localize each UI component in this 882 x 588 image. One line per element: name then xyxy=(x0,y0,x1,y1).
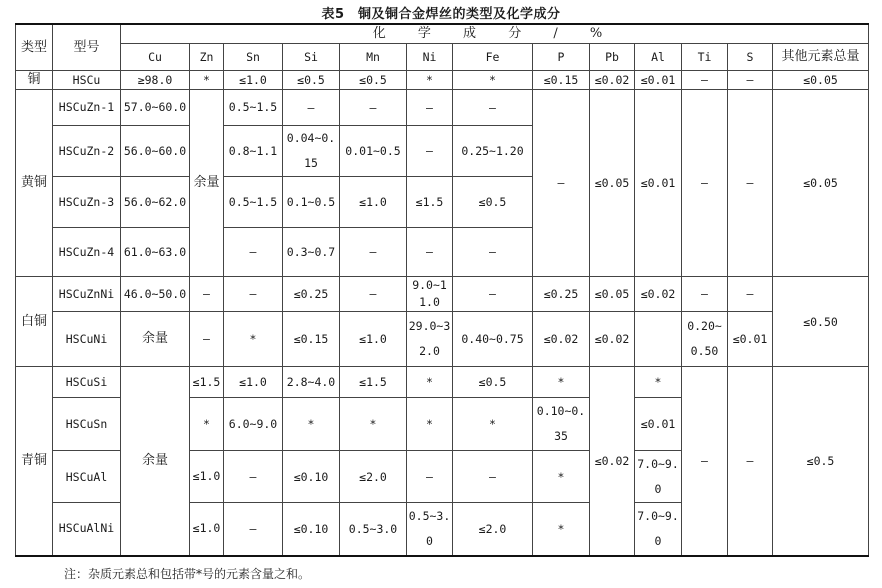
cu-cell: 56.0~62.0 xyxy=(121,177,190,228)
header-pb: Pb xyxy=(590,44,635,71)
s-cell: — xyxy=(728,71,773,90)
zn-cell: * xyxy=(190,71,224,90)
fe-cell: 0.25~1.20 xyxy=(453,126,533,177)
composition-table xyxy=(15,23,869,557)
si-cell: 2.8~4.0 xyxy=(283,367,340,398)
cu-cell: 46.0~50.0 xyxy=(121,277,190,312)
fe-cell: * xyxy=(453,71,533,90)
al-cell: ≤0.02 xyxy=(635,277,682,312)
model-cell: HSCuSi xyxy=(53,367,121,398)
category-brass: 黄铜 xyxy=(16,90,53,277)
model-cell: HSCuZnNi xyxy=(53,277,121,312)
model-cell: HSCuNi xyxy=(53,312,121,367)
header-si: Si xyxy=(283,44,340,71)
s-cell: — xyxy=(728,367,773,556)
header-s: S xyxy=(728,44,773,71)
pb-cell: ≤0.02 xyxy=(590,367,635,556)
p-cell: ≤0.02 xyxy=(533,312,590,367)
fe-cell: ≤0.5 xyxy=(453,367,533,398)
si-cell: ≤0.25 xyxy=(283,277,340,312)
sn-cell: 6.0~9.0 xyxy=(224,398,283,451)
table-footnote: 注：杂质元素总和包括带*号的元素含量之和。 xyxy=(64,567,311,581)
al-cell: ≤0.01 xyxy=(635,71,682,90)
header-ti: Ti xyxy=(682,44,728,71)
model-cell: HSCuAlNi xyxy=(53,503,121,556)
table-row xyxy=(16,71,869,90)
ni-cell: ≤1.5 xyxy=(407,177,453,228)
model-cell: HSCuZn-1 xyxy=(53,90,121,126)
zn-cell: — xyxy=(190,312,224,367)
ti-cell: — xyxy=(682,90,728,277)
mn-cell: 0.01~0.5 xyxy=(340,126,407,177)
mn-cell: ≤1.5 xyxy=(340,367,407,398)
sn-cell: ≤1.0 xyxy=(224,71,283,90)
p-cell: * xyxy=(533,451,590,503)
ni-cell: 9.0~11.0 xyxy=(407,277,453,312)
si-cell: ≤0.10 xyxy=(283,451,340,503)
sn-cell: — xyxy=(224,228,283,277)
header-zn: Zn xyxy=(190,44,224,71)
fe-cell: ≤2.0 xyxy=(453,503,533,556)
pb-cell: ≤0.02 xyxy=(590,312,635,367)
model-cell: HSCuZn-3 xyxy=(53,177,121,228)
header-mn: Mn xyxy=(340,44,407,71)
si-cell: ≤0.10 xyxy=(283,503,340,556)
other-cell: ≤0.50 xyxy=(773,277,869,367)
cu-cell: 56.0~60.0 xyxy=(121,126,190,177)
category-bronze: 青铜 xyxy=(16,367,53,556)
mn-cell: ≤1.0 xyxy=(340,312,407,367)
al-cell: * xyxy=(635,367,682,398)
p-cell: 0.10~0.35 xyxy=(533,398,590,451)
cu-cell: ≥98.0 xyxy=(121,71,190,90)
ti-cell: — xyxy=(682,367,728,556)
sn-cell: * xyxy=(224,312,283,367)
sn-cell: — xyxy=(224,451,283,503)
al-cell: 7.0~9.0 xyxy=(635,503,682,556)
ni-cell: — xyxy=(407,90,453,126)
s-cell: — xyxy=(728,277,773,312)
p-cell: ≤0.15 xyxy=(533,71,590,90)
mn-cell: — xyxy=(340,90,407,126)
fe-cell: 0.40~0.75 xyxy=(453,312,533,367)
table-row xyxy=(16,90,869,126)
header-other-total: 其他元素总量 xyxy=(773,44,869,71)
zn-cell: ≤1.0 xyxy=(190,451,224,503)
si-cell: ≤0.5 xyxy=(283,71,340,90)
al-cell: 7.0~9.0 xyxy=(635,451,682,503)
si-cell: 0.1~0.5 xyxy=(283,177,340,228)
s-cell: — xyxy=(728,90,773,277)
header-chemical-composition: 化 学 成 分 / % xyxy=(121,24,869,44)
zn-cell: 余量 xyxy=(190,90,224,277)
model-cell: HSCuZn-2 xyxy=(53,126,121,177)
ni-cell: — xyxy=(407,126,453,177)
sn-cell: 0.5~1.5 xyxy=(224,90,283,126)
s-cell: ≤0.01 xyxy=(728,312,773,367)
header-model: 型号 xyxy=(53,24,121,71)
si-cell: 0.04~0.15 xyxy=(283,126,340,177)
pb-cell: ≤0.05 xyxy=(590,277,635,312)
ni-cell: * xyxy=(407,398,453,451)
sn-cell: 0.5~1.5 xyxy=(224,177,283,228)
si-cell: ≤0.15 xyxy=(283,312,340,367)
mn-cell: ≤0.5 xyxy=(340,71,407,90)
model-cell: HSCuSn xyxy=(53,398,121,451)
fe-cell: ≤0.5 xyxy=(453,177,533,228)
al-cell: ≤0.01 xyxy=(635,90,682,277)
p-cell: ≤0.25 xyxy=(533,277,590,312)
p-cell: — xyxy=(533,90,590,277)
fe-cell: * xyxy=(453,398,533,451)
header-type: 类型 xyxy=(16,24,53,71)
category-cupronickel: 白铜 xyxy=(16,277,53,367)
zn-cell: * xyxy=(190,398,224,451)
other-cell: ≤0.5 xyxy=(773,367,869,556)
table-title: 表5 铜及铜合金焊丝的类型及化学成分 xyxy=(321,7,561,22)
mn-cell: * xyxy=(340,398,407,451)
ni-cell: * xyxy=(407,367,453,398)
header-ni: Ni xyxy=(407,44,453,71)
fe-cell: — xyxy=(453,451,533,503)
mn-cell: ≤2.0 xyxy=(340,451,407,503)
al-cell xyxy=(635,312,682,367)
zn-cell: — xyxy=(190,277,224,312)
ni-cell: 0.5~3.0 xyxy=(407,503,453,556)
sn-cell: ≤1.0 xyxy=(224,367,283,398)
ti-cell: — xyxy=(682,71,728,90)
ni-cell: * xyxy=(407,71,453,90)
model-cell: HSCuZn-4 xyxy=(53,228,121,277)
ti-cell: 0.20~0.50 xyxy=(682,312,728,367)
sn-cell: — xyxy=(224,277,283,312)
cu-cell: 余量 xyxy=(121,312,190,367)
table-row xyxy=(16,367,869,398)
mn-cell: ≤1.0 xyxy=(340,177,407,228)
zn-cell: ≤1.5 xyxy=(190,367,224,398)
ni-cell: 29.0~32.0 xyxy=(407,312,453,367)
mn-cell: — xyxy=(340,277,407,312)
ni-cell: — xyxy=(407,228,453,277)
si-cell: 0.3~0.7 xyxy=(283,228,340,277)
fe-cell: — xyxy=(453,228,533,277)
model-cell: HSCu xyxy=(53,71,121,90)
al-cell: ≤0.01 xyxy=(635,398,682,451)
header-fe: Fe xyxy=(453,44,533,71)
other-cell: ≤0.05 xyxy=(773,71,869,90)
si-cell: — xyxy=(283,90,340,126)
pb-cell: ≤0.02 xyxy=(590,71,635,90)
ni-cell: — xyxy=(407,451,453,503)
table-row xyxy=(16,312,869,367)
cu-cell: 余量 xyxy=(121,367,190,556)
table-row xyxy=(16,277,869,312)
mn-cell: 0.5~3.0 xyxy=(340,503,407,556)
category-copper: 铜 xyxy=(16,71,53,90)
p-cell: * xyxy=(533,503,590,556)
cu-cell: 61.0~63.0 xyxy=(121,228,190,277)
si-cell: * xyxy=(283,398,340,451)
header-cu: Cu xyxy=(121,44,190,71)
sn-cell: — xyxy=(224,503,283,556)
cu-cell: 57.0~60.0 xyxy=(121,90,190,126)
model-cell: HSCuAl xyxy=(53,451,121,503)
pb-cell: ≤0.05 xyxy=(590,90,635,277)
other-cell: ≤0.05 xyxy=(773,90,869,277)
mn-cell: — xyxy=(340,228,407,277)
fe-cell: — xyxy=(453,277,533,312)
header-al: Al xyxy=(635,44,682,71)
header-p: P xyxy=(533,44,590,71)
header-sn: Sn xyxy=(224,44,283,71)
ti-cell: — xyxy=(682,277,728,312)
fe-cell: — xyxy=(453,90,533,126)
sn-cell: 0.8~1.1 xyxy=(224,126,283,177)
p-cell: * xyxy=(533,367,590,398)
zn-cell: ≤1.0 xyxy=(190,503,224,556)
